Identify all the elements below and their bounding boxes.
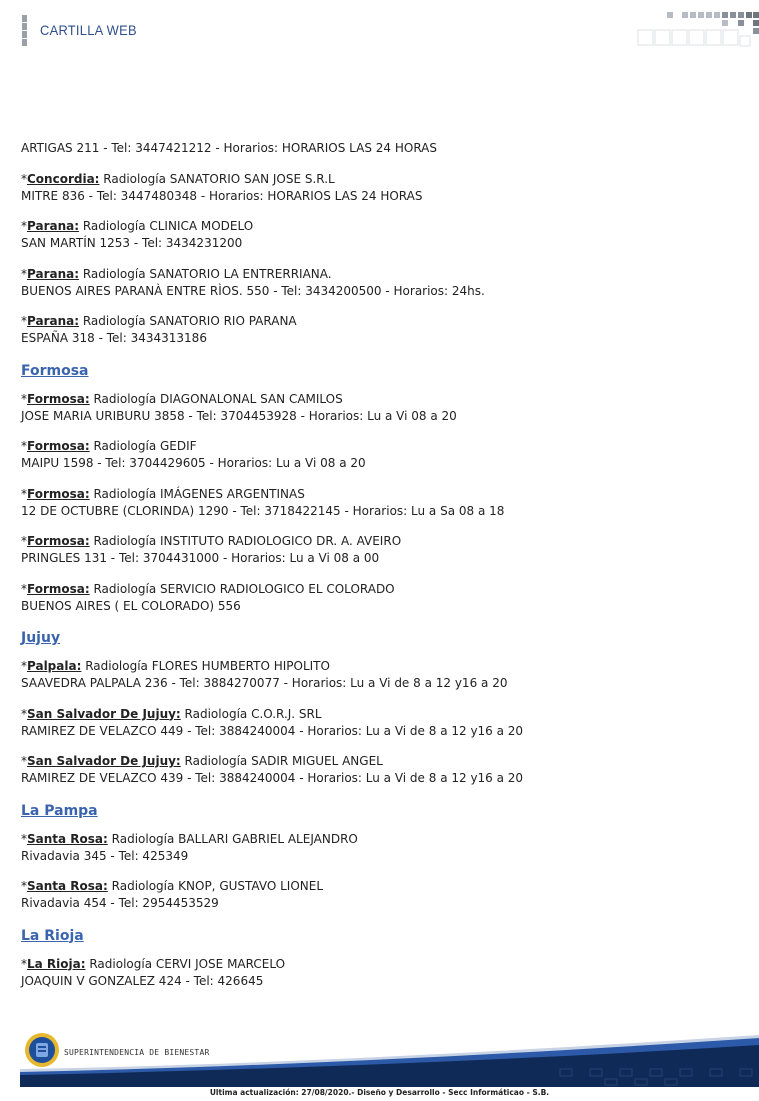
entry-location-link[interactable]: Formosa: (27, 391, 90, 406)
entry-address: SAAVEDRA PALPALA 236 - Tel: 3884270077 - Horarios: Lu a Vi de 8 a 12 y16 a 20 (21, 676, 508, 690)
footer-update-text: Ultima actualización: 27/08/2020.- Diseño y Desarrollo - Secc Informáticao - S.B. (209, 1088, 550, 1097)
entry-prefix: * (21, 219, 27, 233)
entry-prefix: * (21, 706, 27, 721)
entry-description: Radiología INSTITUTO RADIOLOGICO DR. A. AVEIRO (89, 534, 402, 548)
provider-entry (21, 313, 741, 347)
entry-prefix: * (21, 534, 27, 548)
entry-description: Radiología KNOP, GUSTAVO LIONEL (107, 879, 324, 893)
entry-location-link[interactable]: Concordia: (27, 171, 100, 186)
provider-entry (21, 171, 741, 205)
provider-entry (21, 658, 741, 692)
institution-seal-icon (24, 1032, 60, 1068)
entry-location-link[interactable]: Formosa: (27, 486, 90, 501)
entry-location-link[interactable]: San Salvador De Jujuy: (27, 706, 181, 721)
entry-prefix: * (21, 266, 27, 281)
entry-description: Radiología SERVICIO RADIOLOGICO EL COLORADO (89, 581, 395, 596)
entry-description: Radiología CLINICA MODELO (79, 219, 254, 233)
entry-address: ESPAÑA 318 - Tel: 3434313186 (21, 331, 207, 345)
provider-entry (21, 831, 741, 865)
entry-prefix: * (21, 659, 27, 673)
footer-org-name: SUPERINTENDENCIA DE BIENESTAR (64, 1048, 210, 1057)
entry-prefix: * (21, 439, 27, 453)
entry-description: Radiología CERVI JOSE MARCELO (85, 956, 286, 971)
entry-prefix: * (21, 391, 27, 406)
entry-address: JOAQUIN V GONZALEZ 424 - Tel: 426645 (21, 973, 264, 988)
continued-entry (21, 140, 741, 157)
entry-address: MAIPU 1598 - Tel: 3704429605 - Horarios: Lu a Vi 08 a 20 (21, 456, 366, 470)
provider-entry (21, 956, 741, 990)
entry-address: JOSE MARIA URIBURU 3858 - Tel: 3704453928 - Horarios: Lu a Vi 08 a 20 (21, 408, 457, 423)
page-header (0, 0, 759, 60)
entry-location-link[interactable]: Palpala: (27, 659, 82, 673)
entry-address: ARTIGAS 211 - Tel: 3447421212 - Horarios: HORARIOS LAS 24 HORAS (21, 141, 438, 155)
entry-description: Radiología SADIR MIGUEL ANGEL (180, 754, 383, 768)
entry-prefix: * (21, 171, 27, 186)
entry-location-link[interactable]: Formosa: (27, 439, 90, 453)
document-content (21, 140, 741, 1003)
entry-address: MITRE 836 - Tel: 3447480348 - Horarios: HORARIOS LAS 24 HORAS (21, 188, 423, 203)
provider-entry (21, 391, 741, 425)
header-grid-pattern-icon (637, 12, 759, 48)
provider-entry (21, 706, 741, 740)
entry-address: BUENOS AIRES PARANÀ ENTRE RÌOS. 550 - Tel: 3434200500 - Horarios: 24hs. (21, 283, 485, 298)
provider-entry (21, 878, 741, 912)
entry-location-link[interactable]: Santa Rosa: (27, 879, 108, 893)
entry-prefix: * (21, 486, 27, 501)
entry-description: Radiología SANATORIO LA ENTRERRIANA. (79, 266, 332, 281)
entry-location-link[interactable]: Formosa: (27, 534, 90, 548)
entry-location-link[interactable]: La Rioja: (27, 956, 86, 971)
provider-entry (21, 533, 741, 567)
entry-location-link[interactable]: San Salvador De Jujuy: (27, 754, 181, 768)
province-heading[interactable]: La Pampa (21, 802, 98, 819)
entry-prefix: * (21, 314, 27, 328)
page-footer (0, 1025, 759, 1101)
provider-entry (21, 753, 741, 787)
provider-entry (21, 438, 741, 472)
entry-location-link[interactable]: Formosa: (27, 581, 90, 596)
entry-description: Radiología SANATORIO RIO PARANA (79, 314, 297, 328)
entry-location-link[interactable]: Parana: (27, 314, 80, 328)
entry-description: Radiología GEDIF (89, 439, 197, 453)
entry-location-link[interactable]: Parana: (27, 266, 80, 281)
provider-entry (21, 486, 741, 520)
entry-prefix: * (21, 879, 27, 893)
entry-address: Rivadavia 454 - Tel: 2954453529 (21, 896, 219, 910)
provider-entry (21, 581, 741, 615)
entry-prefix: * (21, 956, 27, 971)
entry-prefix: * (21, 831, 27, 846)
province-heading[interactable]: Formosa (21, 362, 89, 379)
entry-description: Radiología FLORES HUMBERTO HIPOLITO (81, 659, 330, 673)
provider-entry (21, 218, 741, 252)
entry-location-link[interactable]: Parana: (27, 219, 80, 233)
entry-prefix: * (21, 754, 27, 768)
provider-entry (21, 266, 741, 300)
entry-prefix: * (21, 581, 27, 596)
entry-address: Rivadavia 345 - Tel: 425349 (21, 848, 189, 863)
entry-description: Radiología BALLARI GABRIEL ALEJANDRO (107, 831, 358, 846)
header-accent-bar (22, 15, 27, 48)
entry-address: SAN MARTÍN 1253 - Tel: 3434231200 (21, 236, 243, 250)
header-title: CARTILLA WEB (40, 22, 137, 38)
entry-location-link[interactable]: Santa Rosa: (27, 831, 108, 846)
entry-description: Radiología IMÁGENES ARGENTINAS (89, 486, 305, 501)
entry-description: Radiología C.O.R.J. SRL (180, 706, 322, 721)
entry-address: RAMIREZ DE VELAZCO 439 - Tel: 3884240004 - Horarios: Lu a Vi de 8 a 12 y16 a 20 (21, 771, 524, 785)
province-heading[interactable]: La Rioja (21, 927, 84, 944)
province-heading[interactable]: Jujuy (21, 630, 61, 646)
entry-description: Radiología DIAGONALONAL SAN CAMILOS (89, 391, 343, 406)
entry-address: PRINGLES 131 - Tel: 3704431000 - Horarios: Lu a Vi 08 a 00 (21, 551, 380, 565)
entry-address: RAMIREZ DE VELAZCO 449 - Tel: 3884240004 - Horarios: Lu a Vi de 8 a 12 y16 a 20 (21, 723, 524, 738)
entry-address: 12 DE OCTUBRE (CLORINDA) 1290 - Tel: 3718422145 - Horarios: Lu a Sa 08 a 18 (21, 503, 505, 518)
entry-description: Radiología SANATORIO SAN JOSE S.R.L (99, 171, 335, 186)
entry-address: BUENOS AIRES ( EL COLORADO) 556 (21, 598, 241, 613)
